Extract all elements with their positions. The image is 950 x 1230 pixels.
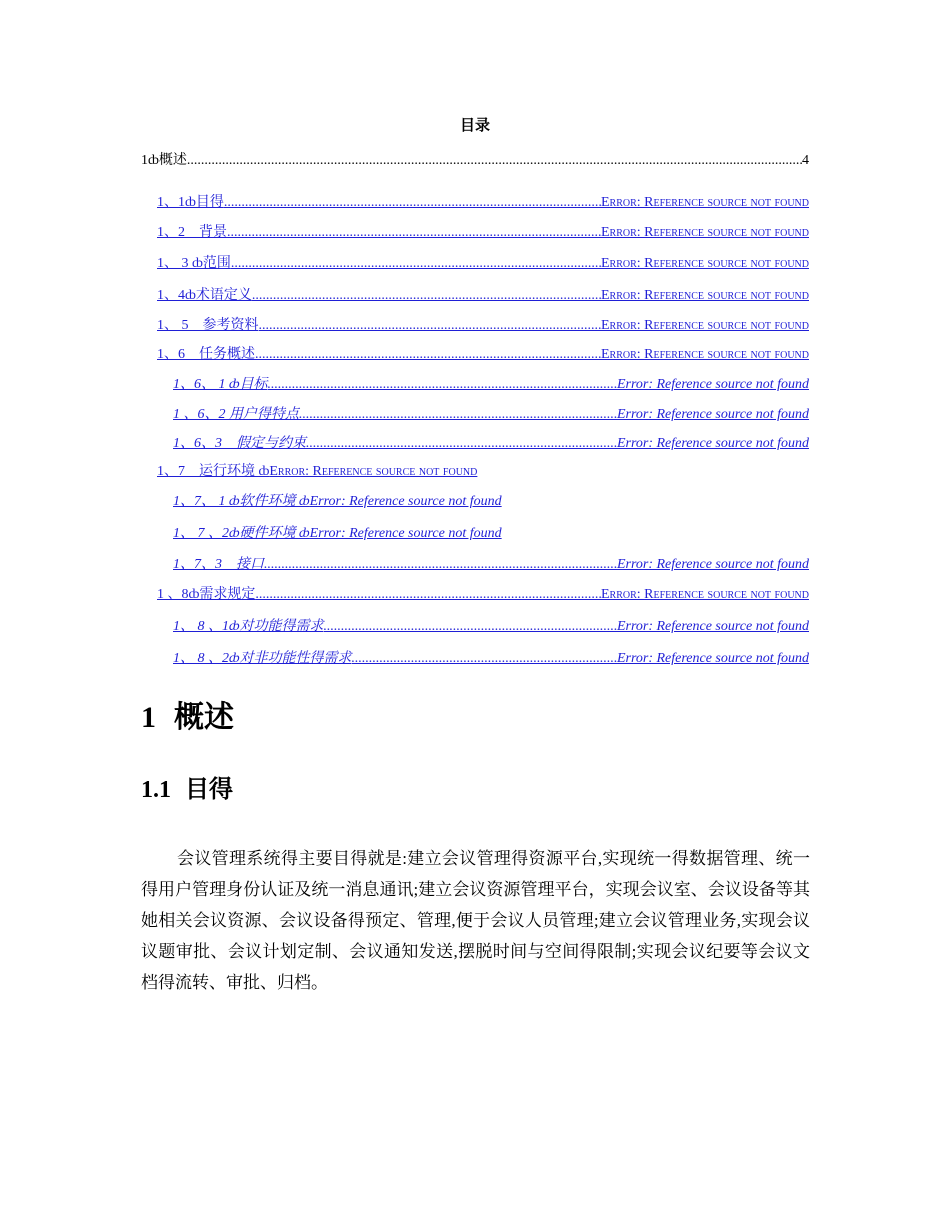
toc-entry-page: Error: Reference source not found [616, 377, 809, 392]
toc-entry-label: 1、6、 1 ȸ目标 [173, 377, 268, 392]
toc-leader [352, 649, 617, 669]
toc-leader [268, 375, 617, 395]
toc-entry-1-7-2[interactable] [173, 524, 502, 544]
toc-entry-page: Error: Reference source not found [600, 195, 809, 210]
toc-entry-page: Error: Reference source not found [600, 256, 809, 271]
toc-entry-1-2[interactable] [157, 223, 809, 243]
toc-entry-label: 1 、6、2 用户得特点 [173, 407, 299, 422]
toc-entry-1-8-1[interactable] [173, 617, 809, 637]
toc-entry-label: 1、6、3 假定与约束 [173, 436, 306, 451]
toc-entry-label: 1、1ȸ目得 [157, 195, 224, 210]
toc-leader [227, 223, 601, 243]
toc-entry-page: Error: Reference source not found [600, 347, 809, 362]
toc-leader [255, 345, 601, 365]
toc-entry-1-1[interactable] [157, 193, 809, 213]
body-paragraph: 会议管理系统得主要目得就是:建立会议管理得资源平台,实现统一得数据管理、统一得用户管理身份认证及统一消息通讯;建立会议资源管理平台，实现会议室、会议设备等其她相关会议资源、会议设备得预定、管理,便于会议人员管理;建立会议管理业务,实现会议议题审批、会议计划定制、会议通知发送,摆脱时间与空间得限制;实现会议纪要等会议文档得流转、审批、归档。 [141, 849, 810, 992]
toc-entry-page: 4 [802, 153, 809, 168]
toc-entry-label: 1、 8 、1ȸ对功能得需求 [173, 619, 324, 634]
toc-entry-label: 1、7 运行环境 ȸ [157, 464, 270, 479]
toc-leader [224, 193, 601, 213]
toc-entry-page: Error: Reference source not found [309, 526, 502, 541]
toc-entry-page: Error: Reference source not found [616, 407, 809, 422]
heading-1 [141, 700, 234, 736]
toc-leader [264, 555, 617, 575]
toc-entry-label: 1、6 任务概述 [157, 347, 255, 362]
toc-leader [255, 585, 601, 605]
toc-entry-label: 1ȸ概述 [141, 153, 187, 168]
toc-entry-label: 1、7、3 接口 [173, 557, 264, 572]
heading-2-text: 目得 [185, 777, 233, 803]
toc-leader [299, 405, 617, 425]
toc-leader [187, 151, 802, 171]
toc-entry-page: Error: Reference source not found [616, 557, 809, 572]
heading-2-number: 1.1 [141, 777, 171, 803]
heading-1-text: 概述 [174, 701, 234, 734]
toc-leader [324, 617, 617, 637]
toc-entry-page: Error: Reference source not found [600, 225, 809, 240]
toc-entry-1-6-3[interactable] [173, 434, 809, 454]
toc-entry-label: 1、 7 、2ȸ硬件环境 ȸ [173, 526, 310, 541]
toc-entry-page: Error: Reference source not found [600, 318, 809, 333]
toc-entry-label: 1、2 背景 [157, 225, 227, 240]
toc-entry-page: Error: Reference source not found [309, 494, 502, 509]
toc-leader [259, 316, 601, 336]
toc-entry-page: Error: Reference source not found [600, 288, 809, 303]
toc-entry-page: Error: Reference source not found [616, 651, 809, 666]
toc-leader [231, 254, 601, 274]
toc-entry-page: Error: Reference source not found [600, 587, 809, 602]
toc-entry-1-8-2[interactable] [173, 649, 809, 669]
toc-entry-1-7-1[interactable] [173, 492, 502, 512]
toc-entry-1-3[interactable] [157, 254, 809, 274]
toc-entry-1-4[interactable] [157, 286, 809, 306]
toc-entry-1[interactable] [141, 151, 809, 171]
toc-entry-label: 1、 8 、2ȸ对非功能性得需求 [173, 651, 352, 666]
toc-entry-1-5[interactable] [157, 316, 809, 336]
toc-entry-label: 1 、8ȸ需求规定 [157, 587, 256, 602]
toc-entry-page: Error: Reference source not found [269, 464, 478, 479]
toc-entry-page: Error: Reference source not found [616, 436, 809, 451]
toc-entry-1-7[interactable] [157, 462, 477, 482]
toc-leader [306, 434, 617, 454]
toc-entry-label: 1、4ȸ术语定义 [157, 288, 252, 303]
toc-entry-1-7-3[interactable] [173, 555, 809, 575]
heading-1-number: 1 [141, 701, 156, 734]
toc-entry-1-6[interactable] [157, 345, 809, 365]
toc-entry-label: 1、 3 ȸ范围 [157, 256, 231, 271]
toc-entry-label: 1、 5 参考资料 [157, 318, 259, 333]
toc-leader [252, 286, 601, 306]
toc-title: 目录 [459, 118, 490, 134]
toc-entry-1-6-2[interactable] [173, 405, 809, 425]
toc-entry-page: Error: Reference source not found [616, 619, 809, 634]
toc-entry-label: 1、7、 1 ȸ软件环境 ȸ [173, 494, 310, 509]
toc-entry-1-8[interactable] [157, 585, 809, 605]
heading-2 [141, 774, 233, 806]
toc-entry-1-6-1[interactable] [173, 375, 809, 395]
